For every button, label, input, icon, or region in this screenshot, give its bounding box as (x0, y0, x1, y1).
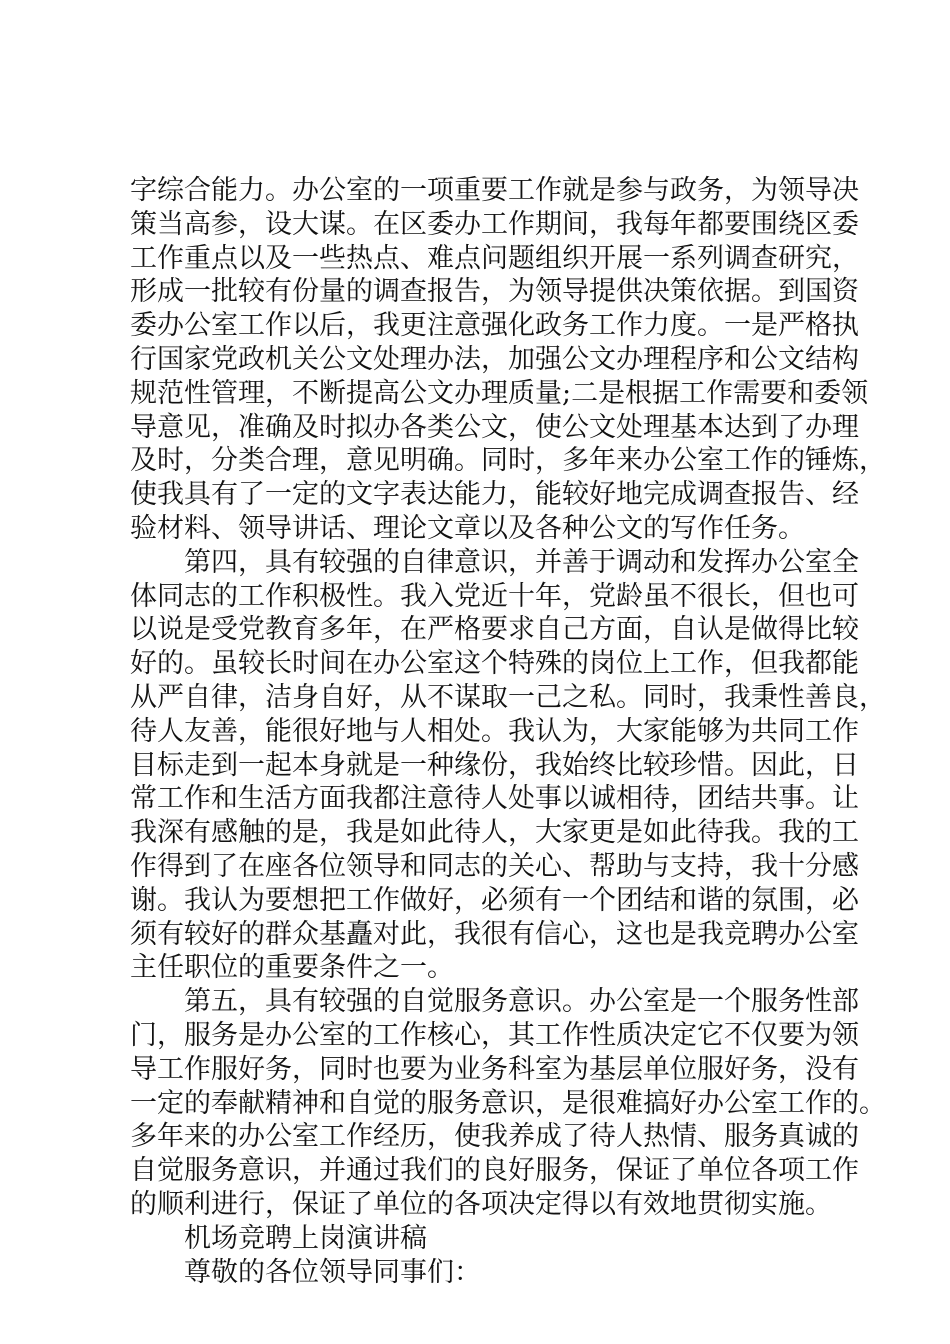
text-line: 须有较好的群众基矗对此，我很有信心，这也是我竞聘办公室 (130, 918, 859, 950)
text-line: 以说是受党教育多年，在严格要求自己方面，自认是做得比较 (130, 614, 859, 646)
text-line: 作得到了在座各位领导和同志的关心、帮助与支持，我十分感 (130, 850, 859, 882)
text-line: 常工作和生活方面我都注意待人处事以诚相待，团结共事。让 (130, 783, 859, 815)
speech-title: 机场竞聘上岗演讲稿 (184, 1222, 427, 1254)
text-line: 门，服务是办公室的工作核心，其工作性质决定它不仅要为领 (130, 1019, 859, 1051)
text-line: 一定的奉献精神和自觉的服务意识，是很难搞好办公室工作的。 (130, 1087, 886, 1119)
text-line: 使我具有了一定的文字表达能力，能较好地完成调查报告、经 (130, 479, 859, 511)
text-line: 好的。虽较长时间在办公室这个特殊的岗位上工作，但我都能 (130, 648, 859, 680)
text-line: 多年来的办公室工作经历，使我养成了待人热情、服务真诚的 (130, 1121, 859, 1153)
paragraph-start-line: 第五，具有较强的自觉服务意识。办公室是一个服务性部 (184, 986, 859, 1018)
text-line: 委办公室工作以后，我更注意强化政务工作力度。一是严格执 (130, 310, 859, 342)
text-line: 谢。我认为要想把工作做好，必须有一个团结和谐的氛围，必 (130, 884, 859, 916)
text-line: 我深有感触的是，我是如此待人，大家更是如此待我。我的工 (130, 817, 859, 849)
text-line: 规范性管理，不断提高公文办理质量;二是根据工作需要和委领 (130, 377, 869, 409)
text-line: 目标走到一起本身就是一种缘份，我始终比较珍惜。因此，日 (130, 749, 859, 781)
text-line: 待人友善，能很好地与人相处。我认为，大家能够为共同工作 (130, 715, 859, 747)
text-line: 验材料、领导讲话、理论文章以及各种公文的写作任务。 (130, 512, 805, 544)
text-line: 从严自律，洁身自好，从不谋取一己之私。同时，我秉性善良， (130, 681, 886, 713)
text-line: 自觉服务意识，并通过我们的良好服务，保证了单位各项工作 (130, 1155, 859, 1187)
text-line: 及时，分类合理，意见明确。同时，多年来办公室工作的锤炼， (130, 445, 886, 477)
text-line: 工作重点以及一些热点、难点问题组织开展一系列调查研究， (130, 242, 859, 274)
text-line: 体同志的工作积极性。我入党近十年，党龄虽不很长，但也可 (130, 580, 859, 612)
text-line: 字综合能力。办公室的一项重要工作就是参与政务，为领导决 (130, 175, 859, 206)
text-line: 策当高参，设大谋。在区委办工作期间，我每年都要围绕区委 (130, 208, 859, 240)
document-body (130, 174, 886, 1289)
salutation: 尊敬的各位领导同事们： (184, 1256, 481, 1288)
text-line: 导意见，准确及时拟办各类公文，使公文处理基本达到了办理 (130, 411, 859, 443)
text-line: 主任职位的重要条件之一。 (130, 952, 454, 984)
text-line: 的顺利进行，保证了单位的各项决定得以有效地贯彻实施。 (130, 1188, 832, 1220)
text-line: 导工作服好务，同时也要为业务科室为基层单位服好务，没有 (130, 1053, 859, 1085)
text-line: 行国家党政机关公文处理办法，加强公文办理程序和公文结构 (130, 343, 859, 375)
paragraph-start-line: 第四，具有较强的自律意识，并善于调动和发挥办公室全 (184, 546, 859, 578)
text-line: 形成一批较有份量的调查报告，为领导提供决策依据。到国资 (130, 276, 859, 308)
